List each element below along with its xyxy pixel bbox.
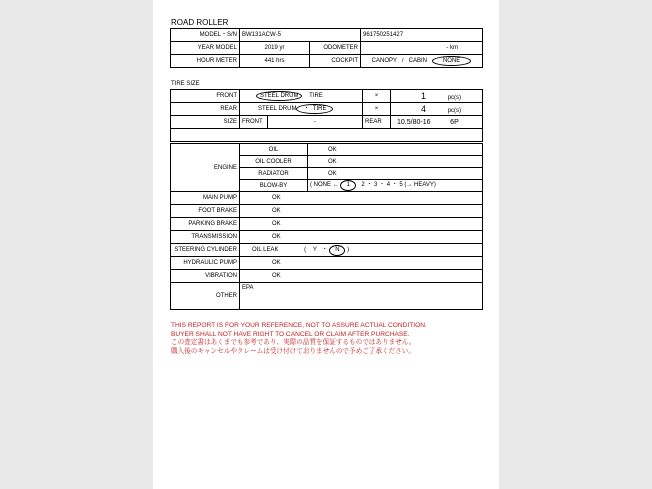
odometer-label: ODOMETER xyxy=(310,42,361,55)
vibration-value: OK xyxy=(240,270,483,283)
cockpit-cabin: CABIN xyxy=(408,58,427,64)
size-rear-ply: 6P xyxy=(450,118,459,126)
transmission-label: TRANSMISSION xyxy=(171,231,240,244)
blowby-scale xyxy=(308,180,483,192)
front-qty: 1 xyxy=(421,90,427,101)
year-value: 2019 yr xyxy=(240,42,310,55)
oil-leak-dot: ・ xyxy=(321,246,328,253)
oil-leak-cell xyxy=(240,244,483,257)
radiator-value: OK xyxy=(308,168,483,180)
hour-meter-label: HOUR METER xyxy=(171,55,240,68)
size-rear-value: 10.5/80-16 xyxy=(397,118,431,126)
main-pump-value: OK xyxy=(240,192,483,205)
front-unit: pc(s) xyxy=(447,94,462,101)
size-rear-label: REAR xyxy=(363,116,391,129)
blowby-label: BLOW-BY xyxy=(240,180,308,192)
rear-times: × xyxy=(363,103,391,116)
cockpit-canopy: CANOPY xyxy=(371,58,397,64)
tire-section-title: TIRE SIZE xyxy=(171,81,200,87)
parking-brake-label: PARKING BRAKE xyxy=(171,218,240,231)
tire-rear-type xyxy=(240,103,363,116)
report-title: ROAD ROLLER xyxy=(171,18,229,27)
other-value: EPA xyxy=(240,283,483,310)
disclaimer-line-1: THIS REPORT IS FOR YOUR REFERENCE, NOT TO ASSURE ACTUAL CONDITION. xyxy=(171,322,427,329)
model-label: MODEL・S/N xyxy=(171,29,240,42)
rear-unit: pc(s) xyxy=(447,107,462,114)
steering-cylinder-label: STEERING CYLINDER xyxy=(171,244,240,257)
header-table xyxy=(170,28,483,68)
disclaimer xyxy=(171,322,427,356)
oil-cooler-label: OIL COOLER xyxy=(240,156,308,168)
serial-value: 961750251427 xyxy=(361,29,483,42)
hour-meter-value: 441 hrs xyxy=(240,55,310,68)
oil-leak-close: ) xyxy=(347,246,350,253)
main-pump-label: MAIN PUMP xyxy=(171,192,240,205)
transmission-value: OK xyxy=(240,231,483,244)
vibration-label: VIBRATION xyxy=(171,270,240,283)
disclaimer-line-4: 購入後のキャンセルやクレームは受け付けておりませんので予めご了承ください。 xyxy=(171,347,415,355)
oil-label: OIL xyxy=(240,144,308,156)
rear-tire-selected xyxy=(296,104,333,114)
other-label: OTHER xyxy=(171,283,240,310)
odometer-value: - km xyxy=(361,42,483,55)
radiator-label: RADIATOR xyxy=(240,168,308,180)
size-front-label: FRONT xyxy=(240,116,268,129)
rear-qty: 4 xyxy=(421,103,427,114)
oil-value: OK xyxy=(308,144,483,156)
parking-brake-value: OK xyxy=(240,218,483,231)
engine-label: ENGINE xyxy=(171,144,240,192)
tire-blank-row xyxy=(171,129,483,142)
tire-table xyxy=(170,89,483,142)
blowby-scale-start: ( NONE ← xyxy=(310,182,339,188)
front-times: × xyxy=(363,90,391,103)
inspection-table xyxy=(170,143,483,310)
tire-rear-label: REAR xyxy=(171,103,240,116)
hydraulic-pump-value: OK xyxy=(240,257,483,270)
cockpit-label: COCKPIT xyxy=(310,55,361,68)
oil-leak-y: Y xyxy=(312,246,317,253)
disclaimer-line-3: この査定書はあくまでも参考であり、実際の品質を保証するものではありません。 xyxy=(171,339,416,346)
disclaimer-line-2: BUYER SHALL NOT HAVE RIGHT TO CANCEL OR CLAIM AFTER PURCHASE. xyxy=(171,330,410,338)
oil-leak-n-selected: N xyxy=(329,245,345,256)
rear-dot: ・ xyxy=(303,106,310,112)
front-steel-drum-selected: STEEL DRUM xyxy=(256,91,302,101)
tire-front-label: FRONT xyxy=(171,90,240,103)
tire-size-label: SIZE xyxy=(171,116,240,129)
year-label: YEAR MODEL xyxy=(171,42,240,55)
foot-brake-value: OK xyxy=(240,205,483,218)
model-value: BW131ACW-5 xyxy=(240,29,361,42)
oil-cooler-value: OK xyxy=(308,156,483,168)
cockpit-sep: / xyxy=(401,58,404,64)
size-rear-cell xyxy=(391,116,483,129)
oil-leak-open: ( xyxy=(304,246,307,253)
hydraulic-pump-label: HYDRAULIC PUMP xyxy=(171,257,240,270)
foot-brake-label: FOOT BRAKE xyxy=(171,205,240,218)
cockpit-none-selected: NONE xyxy=(432,56,471,66)
rear-qty-cell xyxy=(391,103,483,116)
size-front-value: - xyxy=(268,116,363,129)
rear-steel-drum-option: STEEL DRUM xyxy=(258,106,297,112)
blowby-scale-end: 2 ・ 3 ・ 4 ・ 5 (→ HEAVY) xyxy=(361,182,436,188)
tire-front-type xyxy=(240,90,363,103)
blowby-selected: 1 xyxy=(340,180,356,191)
cockpit-options xyxy=(361,55,483,68)
front-tire-option: TIRE xyxy=(309,93,323,99)
rear-tire-option: TIRE xyxy=(312,106,327,112)
front-qty-cell xyxy=(391,90,483,103)
oil-leak-label: OIL LEAK xyxy=(252,246,279,253)
